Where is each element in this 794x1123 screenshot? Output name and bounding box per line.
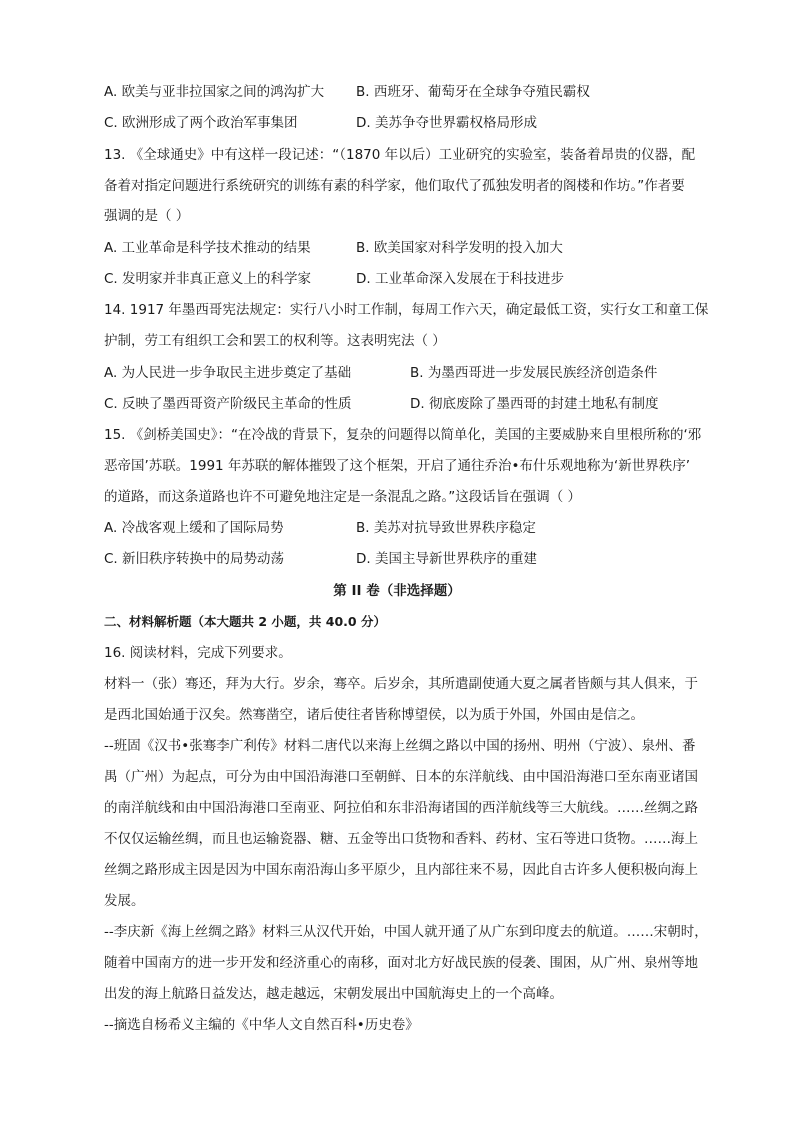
q15-option-b[interactable]: B. 美苏对抗导致世界秩序稳定: [356, 520, 536, 536]
q16-line-1: 16. 阅读材料，完成下列要求。: [104, 645, 292, 661]
q15-stem-line-1: 15. 《剑桥美国史》：“在冷战的背景下，复杂的问题得以简单化，美国的主要威胁来自里根所称的‘邪: [104, 427, 702, 443]
q14-option-d[interactable]: D. 彻底废除了墨西哥的封建土地私有制度: [410, 396, 659, 412]
q13-stem-line-2: 备着对指定问题进行系统研究的训练有素的科学家，他们取代了孤独发明者的阁楼和作坊。”作者要: [104, 178, 685, 194]
q12-option-b[interactable]: B. 西班牙、葡萄牙在全球争夺殖民霸权: [356, 84, 590, 100]
q16-line-8: 丝绸之路形成主因是因为中国东南沿海山多平原少，且内部往来不易，因此自古许多人便积极向海上: [104, 862, 698, 878]
q14-stem-line-2: 护制，劳工有组织工会和罢工的权利等。这表明宪法（ ）: [104, 333, 446, 349]
q16-line-7: 不仅仅运输丝绸，而且也运输瓷器、糖、五金等出口货物和香料、药材、宝石等进口货物。……海上: [104, 831, 698, 847]
section-title: 第 II 卷（非选择题）: [333, 583, 461, 599]
q12-option-d[interactable]: D. 美苏争夺世界霸权格局形成: [356, 115, 537, 131]
q14-option-a[interactable]: A. 为人民进一步争取民主进步奠定了基础: [104, 365, 352, 381]
q16-line-3: 是西北国始通于汉矣。然骞凿空，诸后使往者皆称博望侯，以为质于外国，外国由是信之。: [104, 707, 644, 723]
q16-line-11: 随着中国南方的进一步开发和经济重心的南移，面对北方好战民族的侵袭、围困，从广州、泉州等地: [104, 955, 698, 971]
q16-line-5: 禺（广州）为起点，可分为由中国沿海港口至朝鲜、日本的东洋航线、由中国沿海港口至东南亚诸国: [104, 769, 698, 785]
q16-line-4: --班固《汉书•张骞李广利传》材料二唐代以来海上丝绸之路以中国的扬州、明州（宁波）、泉州、番: [104, 738, 696, 754]
q16-line-12: 出发的海上航路日益发达，越走越远，宋朝发展出中国航海史上的一个高峰。: [104, 986, 563, 1002]
q13-option-c[interactable]: C. 发明家并非真正意义上的科学家: [104, 271, 312, 287]
q14-option-c[interactable]: C. 反映了墨西哥资产阶级民主革命的性质: [104, 396, 352, 412]
section-heading: 二、材料解析题（本大题共 2 小题，共 40.0 分）: [104, 614, 386, 629]
q16-line-9: 发展。: [104, 893, 145, 909]
q13-option-b[interactable]: B. 欧美国家对科学发明的投入加大: [356, 240, 563, 256]
q16-line-13: --摘选自杨希义主编的《中华人文自然百科•历史卷》: [104, 1017, 419, 1033]
q13-option-d[interactable]: D. 工业革命深入发展在于科技进步: [356, 271, 564, 287]
q16-line-6: 的南洋航线和由中国沿海港口至南亚、阿拉伯和东非沿海诸国的西洋航线等三大航线。……丝绸之路: [104, 800, 698, 816]
q12-option-a[interactable]: A. 欧美与亚非拉国家之间的鸿沟扩大: [104, 84, 325, 100]
q15-stem-line-3: 的道路，而这条道路也许不可避免地注定是一条混乱之路。”这段话旨在强调（ ）: [104, 489, 582, 505]
q13-stem-line-3: 强调的是（ ）: [104, 208, 190, 224]
q14-option-b[interactable]: B. 为墨西哥进一步发展民族经济创造条件: [410, 365, 658, 381]
q15-option-c[interactable]: C. 新旧秩序转换中的局势动荡: [104, 551, 285, 567]
q15-stem-line-2: 恶帝国’苏联。1991 年苏联的解体摧毁了这个框架，开启了通往乔治•布什乐观地称为‘新世界秩序’: [104, 458, 690, 474]
q16-line-2: 材料一（张）骞还，拜为大行。岁余，骞卒。后岁余，其所遣副使通大夏之属者皆颇与其人俱来，于: [104, 676, 698, 692]
q13-option-a[interactable]: A. 工业革命是科学技术推动的结果: [104, 240, 311, 256]
q12-option-c[interactable]: C. 欧洲形成了两个政治军事集团: [104, 115, 298, 131]
q14-stem-line-1: 14. 1917 年墨西哥宪法规定：实行八小时工作制，每周工作六天，确定最低工资，实行女工和童工保: [104, 302, 709, 318]
q15-option-a[interactable]: A. 冷战客观上缓和了国际局势: [104, 520, 284, 536]
q13-stem-line-1: 13. 《全球通史》中有这样一段记述：“（1870 年以后）工业研究的实验室，装备着昂贵的仪器，配: [104, 147, 696, 163]
q15-option-d[interactable]: D. 美国主导新世界秩序的重建: [356, 551, 537, 567]
q16-line-10: --李庆新《海上丝绸之路》材料三从汉代开始，中国人就开通了从广东到印度去的航道。……宋朝时，: [104, 924, 708, 940]
